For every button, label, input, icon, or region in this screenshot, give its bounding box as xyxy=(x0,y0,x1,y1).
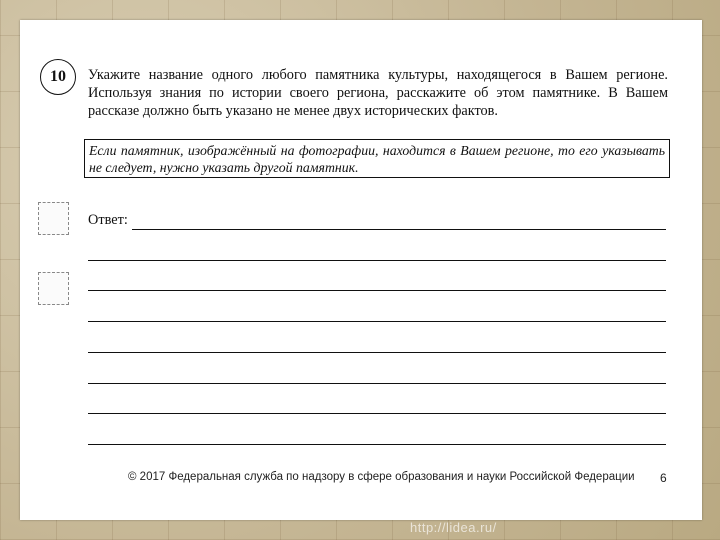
answer-line[interactable] xyxy=(88,352,666,353)
answer-line[interactable] xyxy=(88,413,666,414)
answer-line[interactable] xyxy=(88,444,666,445)
answer-line[interactable] xyxy=(88,260,666,261)
footer-copyright: © 2017 Федеральная служба по надзору в сфере образования и науки Российской Федерации xyxy=(128,471,635,483)
answer-label: Ответ: xyxy=(88,212,128,228)
exam-page xyxy=(20,20,702,520)
question-number-badge: 10 xyxy=(40,59,76,95)
answer-line[interactable] xyxy=(88,383,666,384)
scoring-box-1 xyxy=(38,202,69,235)
question-text: Укажите название одного любого памятника культуры, находящегося в Вашем регионе. Используя знания по истории своего региона, расскажите об этом памятнике. В Вашем рассказе должно быть указано не менее двух исторических фактов. xyxy=(88,67,668,119)
scoring-box-2 xyxy=(38,272,69,305)
question-note-box: Если памятник, изображённый на фотографии, находится в Вашем регионе, то его указывать не следует, нужно указать другой памятник. xyxy=(84,139,670,178)
answer-line[interactable] xyxy=(88,290,666,291)
site-watermark: http://lidea.ru/ xyxy=(410,520,497,535)
page-number: 6 xyxy=(660,471,667,485)
answer-line[interactable] xyxy=(88,321,666,322)
answer-line[interactable] xyxy=(132,229,666,230)
